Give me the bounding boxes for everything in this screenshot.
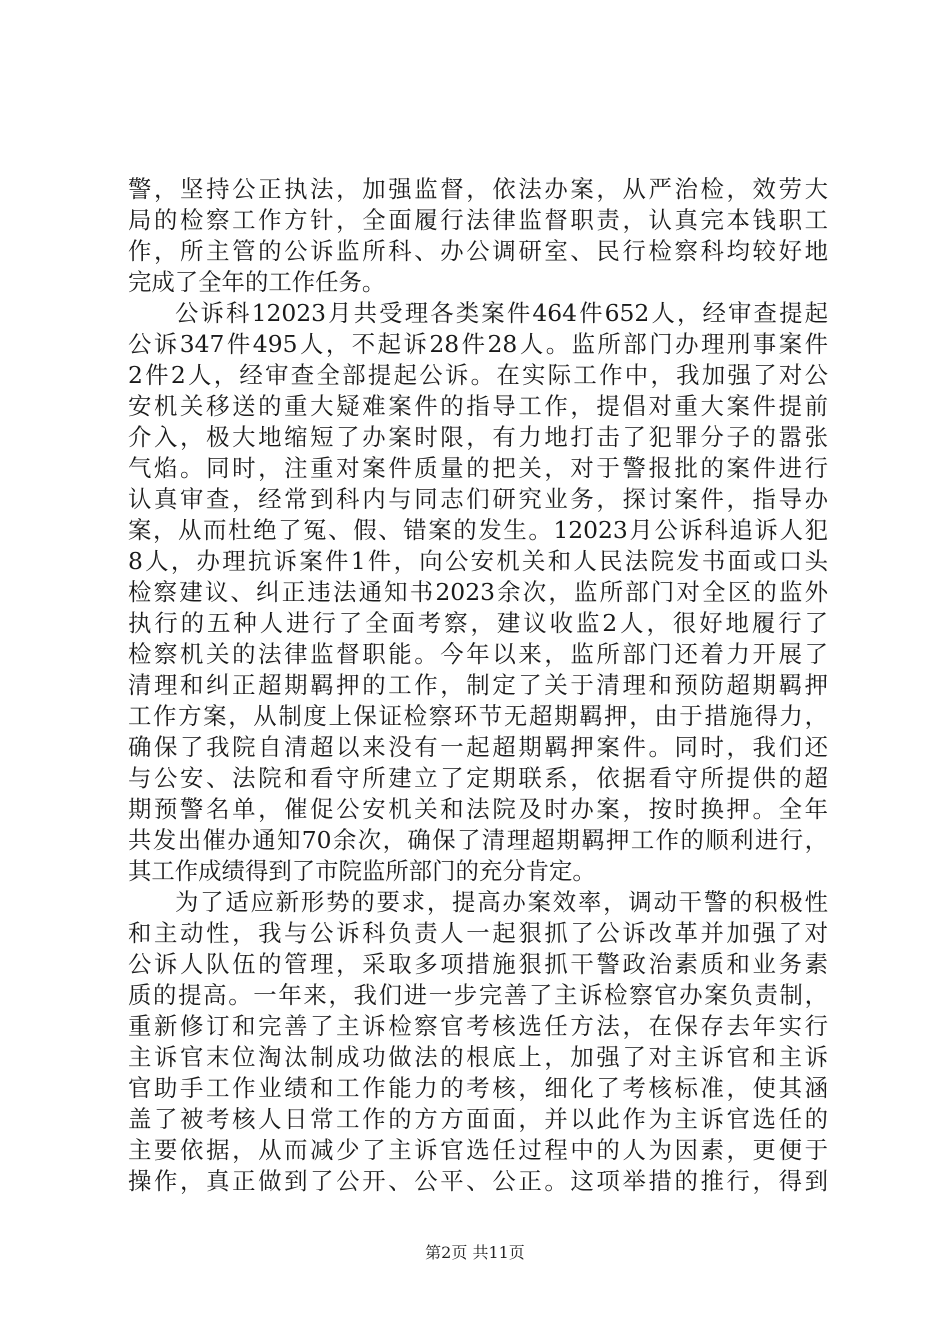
text-line: 和主动性，我与公诉科负责人一起狠抓了公诉改革并加强了对 [128, 919, 828, 947]
text-line: 共发出催办通知70余次，确保了清理超期羁押工作的顺利进行， [128, 826, 828, 854]
text-line: 8人，办理抗诉案件1件，向公安机关和人民法院发书面或口头 [128, 547, 828, 575]
text-line: 公诉人队伍的管理，采取多项措施狠抓干警政治素质和业务素 [128, 950, 828, 978]
text-line: 与公安、法院和看守所建立了定期联系，依据看守所提供的超 [128, 764, 828, 792]
text-line: 为了适应新形势的要求，提高办案效率，调动干警的积极性 [175, 888, 828, 916]
text-line: 认真审查，经常到科内与同志们研究业务，探讨案件，指导办 [128, 485, 828, 513]
text-line: 工作方案，从制度上保证检察环节无超期羁押，由于措施得力， [128, 702, 828, 730]
text-line: 确保了我院自清超以来没有一起超期羁押案件。同时，我们还 [128, 733, 828, 761]
text-line: 清理和纠正超期羁押的工作，制定了关于清理和预防超期羁押 [128, 671, 828, 699]
page-number: 第2页 共11页 [425, 1243, 525, 1262]
text-line: 案，从而杜绝了冤、假、错案的发生。12023月公诉科追诉人犯 [128, 516, 828, 544]
text-line: 期预警名单，催促公安机关和法院及时办案，按时换押。全年 [128, 795, 828, 823]
text-line: 作，所主管的公诉监所科、办公调研室、民行检察科均较好地 [128, 237, 828, 265]
text-line: 检察机关的法律监督职能。今年以来，监所部门还着力开展了 [128, 640, 828, 668]
text-line: 主要依据，从而减少了主诉官选任过程中的人为因素，更便于 [128, 1136, 828, 1164]
text-line: 其工作成绩得到了市院监所部门的充分肯定。 [128, 857, 596, 885]
text-line: 主诉官末位淘汰制成功做法的根底上，加强了对主诉官和主诉 [128, 1043, 828, 1071]
text-line: 安机关移送的重大疑难案件的指导工作，提倡对重大案件提前 [128, 392, 828, 420]
text-line: 完成了全年的工作任务。 [128, 268, 386, 296]
document-body [128, 174, 828, 1197]
text-line: 重新修订和完善了主诉检察官考核选任方法，在保存去年实行 [128, 1012, 828, 1040]
text-line: 公诉科12023月共受理各类案件464件652人，经审查提起 [175, 299, 828, 327]
text-line: 操作，真正做到了公开、公平、公正。这项举措的推行，得到 [128, 1167, 828, 1195]
text-line: 介入，极大地缩短了办案时限，有力地打击了犯罪分子的嚣张 [128, 423, 828, 451]
text-line: 2件2人，经审查全部提起公诉。在实际工作中，我加强了对公 [128, 361, 828, 389]
text-line: 局的检察工作方针，全面履行法律监督职责，认真完本钱职工 [128, 206, 828, 234]
text-line: 盖了被考核人日常工作的方方面面，并以此作为主诉官选任的 [128, 1105, 828, 1133]
text-line: 质的提高。一年来，我们进一步完善了主诉检察官办案负责制， [128, 981, 828, 1009]
text-line: 气焰。同时，注重对案件质量的把关，对于警报批的案件进行 [128, 454, 828, 482]
text-line: 警，坚持公正执法，加强监督，依法办案，从严治检，效劳大 [128, 175, 828, 203]
text-line: 执行的五种人进行了全面考察，建议收监2人，很好地履行了 [128, 609, 828, 637]
text-line: 官助手工作业绩和工作能力的考核，细化了考核标准，使其涵 [128, 1074, 828, 1102]
text-line: 公诉347件495人，不起诉28件28人。监所部门办理刑事案件 [128, 330, 828, 358]
text-line: 检察建议、纠正违法通知书2023余次，监所部门对全区的监外 [128, 578, 828, 606]
